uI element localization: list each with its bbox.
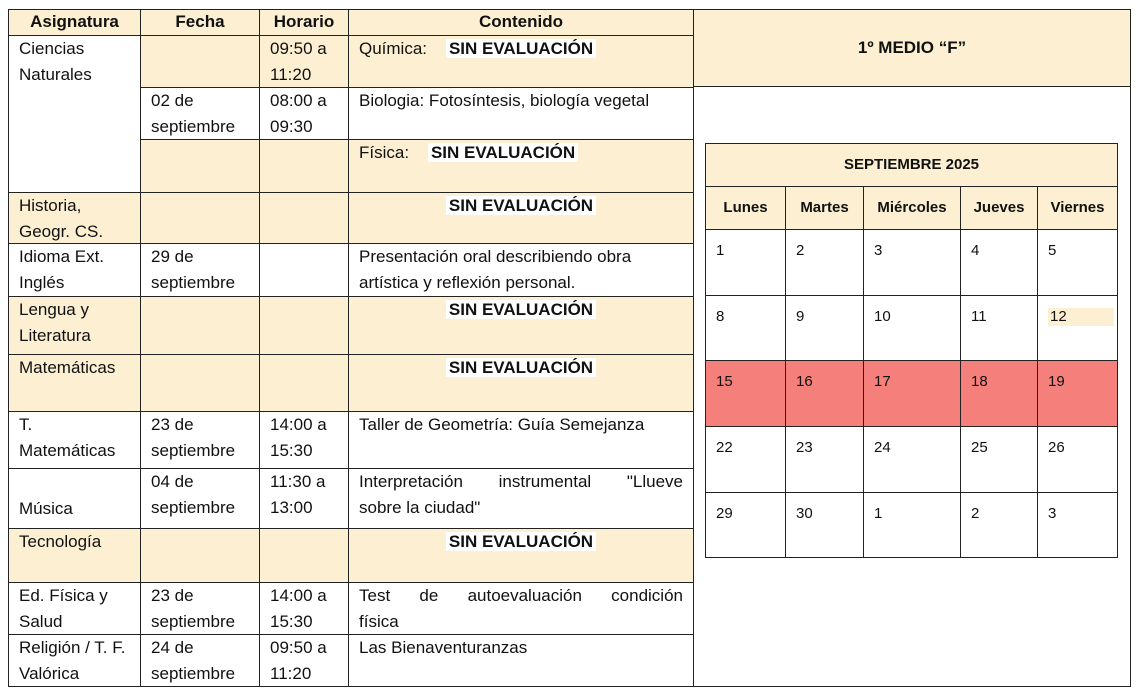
calendar-day-number: 29 bbox=[716, 505, 733, 522]
calendar-day-number: 3 bbox=[1048, 505, 1057, 522]
calendar-day-cell bbox=[705, 360, 786, 427]
calendar-day-cell bbox=[960, 492, 1038, 558]
calendar-day-number: 17 bbox=[874, 373, 891, 390]
contenido-t-matematicas: Taller de Geometría: Guía Semejanza bbox=[348, 411, 694, 469]
calendar-day-cell bbox=[785, 360, 864, 427]
horario-ingles bbox=[259, 243, 349, 297]
horario-musica: 11:30 a 13:00 bbox=[259, 468, 349, 529]
calendar-day-cell bbox=[1037, 360, 1118, 427]
calendar-day-cell bbox=[705, 492, 786, 558]
fecha-quimica bbox=[140, 35, 260, 88]
calendar-day-number: 15 bbox=[716, 373, 733, 390]
sin-evaluacion-tag: SIN EVALUACIÓN bbox=[446, 196, 596, 215]
subject-lengua: Lengua y Literatura bbox=[8, 296, 141, 355]
calendar-day-number: 19 bbox=[1048, 373, 1065, 390]
contenido-line1: Test de autoevaluación condición bbox=[359, 586, 683, 605]
contenido-line2: sobre la ciudad" bbox=[359, 498, 481, 517]
subject-ciencias: Ciencias Naturales bbox=[8, 35, 141, 193]
contenido-ed-fisica bbox=[348, 582, 694, 635]
sin-evaluacion-tag: SIN EVALUACIÓN bbox=[428, 143, 578, 162]
calendar-day-cell bbox=[960, 229, 1038, 296]
calendar-day-cell bbox=[785, 295, 864, 361]
subject-ingles: Idioma Ext. Inglés bbox=[8, 243, 141, 297]
calendar-day-number: 2 bbox=[971, 505, 980, 522]
calendar-day-1: Martes bbox=[785, 186, 864, 230]
highlighted-day: 12 bbox=[1048, 308, 1114, 326]
calendar-day-cell bbox=[960, 426, 1038, 493]
calendar-day-cell bbox=[785, 426, 864, 493]
calendar-day-number: 1 bbox=[716, 242, 725, 259]
calendar-day-number: 18 bbox=[971, 373, 988, 390]
calendar-day-cell bbox=[863, 492, 961, 558]
fecha-matematicas bbox=[140, 354, 260, 412]
horario-religion: 09:50 a 11:20 bbox=[259, 634, 349, 687]
fecha-ingles: 29 de septiembre bbox=[140, 243, 260, 297]
calendar-day-cell bbox=[705, 426, 786, 493]
course-title: 1º MEDIO “F” bbox=[693, 9, 1131, 87]
subject-t-matematicas: T. Matemáticas bbox=[8, 411, 141, 469]
calendar-day-cell bbox=[705, 229, 786, 296]
sin-evaluacion-tag: SIN EVALUACIÓN bbox=[446, 39, 596, 58]
calendar-day-number: 22 bbox=[716, 439, 733, 456]
calendar-day-number: 8 bbox=[716, 308, 725, 325]
calendar-day-number: 5 bbox=[1048, 242, 1057, 259]
fecha-t-matematicas: 23 de septiembre bbox=[140, 411, 260, 469]
fecha-ed-fisica: 23 de septiembre bbox=[140, 582, 260, 635]
contenido-fisica bbox=[348, 139, 694, 193]
horario-quimica: 09:50 a 11:20 bbox=[259, 35, 349, 88]
calendar-day-cell bbox=[863, 229, 961, 296]
horario-lengua bbox=[259, 296, 349, 355]
calendar-day-4: Viernes bbox=[1037, 186, 1118, 230]
fecha-biologia: 02 de septiembre bbox=[140, 87, 260, 140]
contenido-matematicas bbox=[348, 354, 694, 412]
subject-religion: Religión / T. F. Valórica bbox=[8, 634, 141, 687]
subject-tecnologia: Tecnología bbox=[8, 528, 141, 583]
calendar-day-number: 24 bbox=[874, 439, 891, 456]
calendar-day-cell bbox=[863, 426, 961, 493]
contenido-quimica bbox=[348, 35, 694, 88]
calendar-day-cell bbox=[1037, 229, 1118, 296]
calendar-day-number: 3 bbox=[874, 242, 883, 259]
horario-historia bbox=[259, 192, 349, 244]
calendar-day-0: Lunes bbox=[705, 186, 786, 230]
calendar-day-number: 30 bbox=[796, 505, 813, 522]
calendar-day-number: 26 bbox=[1048, 439, 1065, 456]
calendar-day-number bbox=[1038, 296, 1117, 326]
header-fecha: Fecha bbox=[140, 9, 260, 36]
calendar-day-2: Miércoles bbox=[863, 186, 961, 230]
header-horario: Horario bbox=[259, 9, 349, 36]
calendar-day-cell bbox=[785, 229, 864, 296]
fecha-musica: 04 de septiembre bbox=[140, 468, 260, 529]
calendar-day-number: 4 bbox=[971, 242, 980, 259]
contenido-ingles: Presentación oral describiendo obra artística y reflexión personal. bbox=[348, 243, 694, 297]
calendar-day-cell bbox=[960, 360, 1038, 427]
sin-evaluacion-tag: SIN EVALUACIÓN bbox=[446, 532, 596, 551]
calendar-day-cell bbox=[1037, 295, 1118, 361]
horario-biologia: 08:00 a 09:30 bbox=[259, 87, 349, 140]
contenido-prefix: Física: bbox=[359, 143, 410, 162]
header-contenido: Contenido bbox=[348, 9, 694, 36]
subject-musica: Música bbox=[8, 468, 141, 529]
subject-matematicas: Matemáticas bbox=[8, 354, 141, 412]
sin-evaluacion-tag: SIN EVALUACIÓN bbox=[446, 300, 596, 319]
fecha-lengua bbox=[140, 296, 260, 355]
calendar-day-cell bbox=[863, 295, 961, 361]
contenido-historia bbox=[348, 192, 694, 244]
calendar-day-number: 1 bbox=[874, 505, 883, 522]
contenido-prefix: Química: bbox=[359, 39, 428, 58]
subject-historia: Historia, Geogr. CS. bbox=[8, 192, 141, 244]
contenido-biologia: Biologia: Fotosíntesis, biología vegetal bbox=[348, 87, 694, 140]
horario-t-matematicas: 14:00 a 15:30 bbox=[259, 411, 349, 469]
calendar-day-cell bbox=[863, 360, 961, 427]
calendar-day-cell bbox=[785, 492, 864, 558]
subject-ed-fisica: Ed. Física y Salud bbox=[8, 582, 141, 635]
calendar-day-cell bbox=[1037, 426, 1118, 493]
calendar-title: SEPTIEMBRE 2025 bbox=[705, 143, 1118, 187]
contenido-tecnologia bbox=[348, 528, 694, 583]
calendar-day-number: 25 bbox=[971, 439, 988, 456]
horario-matematicas bbox=[259, 354, 349, 412]
contenido-religion: Las Bienaventuranzas bbox=[348, 634, 694, 687]
fecha-fisica bbox=[140, 139, 260, 193]
calendar-day-number: 11 bbox=[971, 308, 987, 325]
calendar-day-number: 9 bbox=[796, 308, 805, 325]
calendar-day-number: 2 bbox=[796, 242, 805, 259]
calendar-day-number: 23 bbox=[796, 439, 813, 456]
horario-fisica bbox=[259, 139, 349, 193]
calendar-day-cell bbox=[960, 295, 1038, 361]
fecha-religion: 24 de septiembre bbox=[140, 634, 260, 687]
contenido-line1: Interpretación instrumental "Llueve bbox=[359, 472, 683, 491]
calendar-day-number: 10 bbox=[874, 308, 891, 325]
calendar-day-number: 16 bbox=[796, 373, 813, 390]
contenido-lengua bbox=[348, 296, 694, 355]
calendar-day-3: Jueves bbox=[960, 186, 1038, 230]
contenido-line2: física bbox=[359, 612, 399, 631]
calendar-day-cell bbox=[1037, 492, 1118, 558]
contenido-musica bbox=[348, 468, 694, 529]
fecha-historia bbox=[140, 192, 260, 244]
sin-evaluacion-tag: SIN EVALUACIÓN bbox=[446, 358, 596, 377]
fecha-tecnologia bbox=[140, 528, 260, 583]
horario-ed-fisica: 14:00 a 15:30 bbox=[259, 582, 349, 635]
calendar-day-cell bbox=[705, 295, 786, 361]
header-asignatura: Asignatura bbox=[8, 9, 141, 36]
horario-tecnologia bbox=[259, 528, 349, 583]
